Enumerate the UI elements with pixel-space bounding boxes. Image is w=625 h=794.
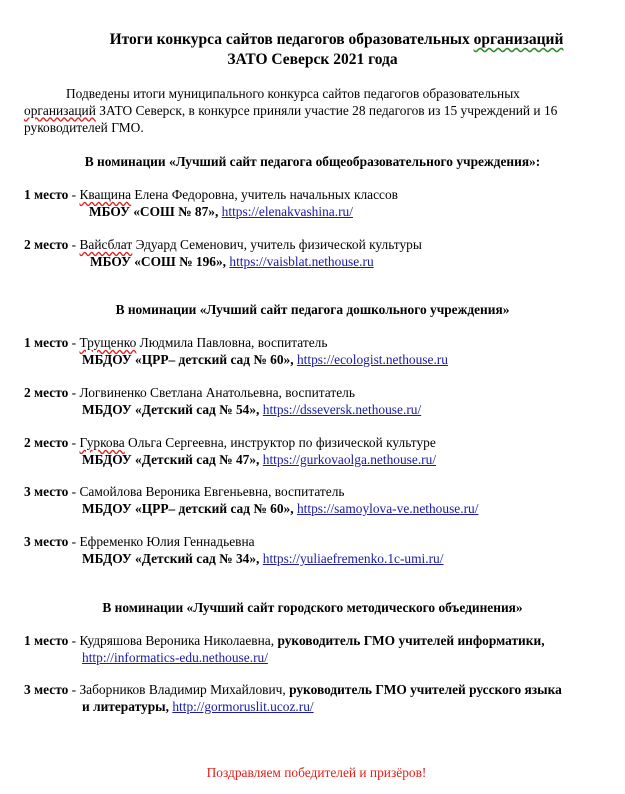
site-link[interactable]: https://elenakvashina.ru/: [221, 204, 353, 219]
congratulations-text: Поздравляем победителей и призёров!: [206, 765, 427, 780]
winner-name: Самойлова Вероника Евгеньевна, воспитатель: [79, 484, 345, 499]
winner-name: Вайсблат Эдуард Семенович, учитель физической культуры: [79, 237, 422, 252]
winner-name: Трущенко Людмила Павловна, воспитатель: [79, 335, 328, 350]
entry-preschool-3: 2 место - Гуркова Ольга Сергеевна, инструктор по физической культуре МБДОУ «Детский сад № 47», https://gurkovaolga.nethouse.ru/: [24, 435, 437, 467]
spellcheck-underline: Трущенко: [79, 335, 137, 350]
place-label: 1 место: [24, 187, 69, 202]
spellcheck-underline: организаций: [24, 102, 96, 118]
place-label: 1 место: [24, 335, 69, 350]
winner-role: руководитель ГМО учителей информатики,: [277, 633, 545, 648]
organization: МБДОУ «ЦРР– детский сад № 60»,: [82, 501, 294, 516]
organization: МБДОУ «Детский сад № 47»,: [82, 452, 260, 467]
place-label: 3 место: [24, 534, 69, 549]
nomination-title-gmo: В номинации «Лучший сайт городского методического объединения»: [102, 600, 523, 615]
site-link[interactable]: https://dsseversk.nethouse.ru/: [262, 402, 422, 417]
winner-role-cont: и литературы,: [82, 699, 169, 714]
entry-preschool-4: 3 место - Самойлова Вероника Евгеньевна, воспитатель МБДОУ «ЦРР– детский сад № 60», https://samoylova-ve.nethouse.ru/: [24, 484, 479, 516]
entry-preschool-2: 2 место - Логвиненко Светлана Анатольевна, воспитатель МБДОУ «Детский сад № 54», https://dsseversk.nethouse.ru/: [24, 385, 422, 417]
intro-line1: Подведены итоги муниципального конкурса сайтов педагогов образовательных: [66, 86, 520, 101]
spellcheck-underline: Кващина: [79, 187, 132, 202]
place-label: 1 место: [24, 633, 69, 648]
site-link[interactable]: https://yuliaefremenko.1c-umi.ru/: [262, 551, 444, 566]
intro-line3: руководителей ГМО.: [24, 119, 144, 135]
place-label: 3 место: [24, 682, 69, 697]
winner-role: руководитель ГМО учителей русского языка: [289, 682, 562, 697]
winner-name: Кудряшова Вероника Николаевна,: [79, 633, 275, 648]
intro-line2: организаций ЗАТО Северск, в конкурсе приняли участие 28 педагогов из 15 учреждений и 16: [24, 102, 558, 118]
entry-preschool-1: 1 место - Трущенко Людмила Павловна, воспитатель МБДОУ «ЦРР– детский сад № 60», https://ecologist.nethouse.ru: [24, 335, 448, 367]
document-title-line2: ЗАТО Северск 2021 года: [227, 51, 398, 68]
site-link[interactable]: https://gurkovaolga.nethouse.ru/: [262, 452, 437, 467]
site-link[interactable]: http://informatics-edu.nethouse.ru/: [82, 650, 268, 665]
nomination-title-preschool: В номинации «Лучший сайт педагога дошкольного учреждения»: [115, 302, 510, 317]
organization: МБОУ «СОШ № 196»,: [90, 254, 227, 269]
entry-preschool-5: 3 место - Ефременко Юлия Геннадьевна МБДОУ «Детский сад № 34», https://yuliaefremenko.1c-umi.ru/: [24, 534, 444, 566]
spellcheck-underline: Гуркова: [79, 435, 125, 450]
title-part-a: Итоги конкурса сайтов педагогов образовательных организаций: [109, 31, 564, 48]
winner-name: Заборников Владимир Михайлович,: [79, 682, 286, 697]
entry-gmo-1: 1 место - Кудряшова Вероника Николаевна, руководитель ГМО учителей информатики, http://informatics-edu.nethouse.ru/: [24, 633, 545, 665]
place-label: 2 место: [24, 237, 69, 252]
place-label: 3 место: [24, 484, 69, 499]
organization: МБДОУ «Детский сад № 34»,: [82, 551, 260, 566]
document-title-line1: [0, 30, 625, 49]
winner-name: Кващина Елена Федоровна, учитель начальных классов: [79, 187, 398, 202]
site-link[interactable]: http://gormoruslit.ucoz.ru/: [172, 699, 314, 714]
site-link[interactable]: https://vaisblat.nethouse.ru: [229, 254, 374, 269]
site-link[interactable]: https://ecologist.nethouse.ru: [296, 352, 448, 367]
entry-gmo-2: 3 место - Заборников Владимир Михайлович, руководитель ГМО учителей русского языка и литературы, http://gormoruslit.ucoz.ru/: [24, 682, 562, 714]
intro-paragraph: [24, 86, 609, 136]
winner-name: Гуркова Ольга Сергеевна, инструктор по физической культуре: [79, 435, 436, 450]
entry-school-1: 1 место - Кващина Елена Федоровна, учитель начальных классов МБОУ «СОШ № 87», https://elenakvashina.ru/: [24, 187, 398, 219]
spellcheck-underline: Вайсблат: [79, 237, 133, 252]
entry-school-2: 2 место - Вайсблат Эдуард Семенович, учитель физической культуры МБОУ «СОШ № 196», https://vaisblat.nethouse.ru: [24, 237, 422, 269]
place-label: 2 место: [24, 385, 69, 400]
nomination-title-school: В номинации «Лучший сайт педагога общеобразовательного учреждения»:: [84, 154, 541, 169]
organization: МБДОУ «Детский сад № 54»,: [82, 402, 260, 417]
site-link[interactable]: https://samoylova-ve.nethouse.ru/: [296, 501, 479, 516]
place-label: 2 место: [24, 435, 69, 450]
winner-name: Логвиненко Светлана Анатольевна, воспитатель: [79, 385, 355, 400]
winner-name: Ефременко Юлия Геннадьевна: [79, 534, 255, 549]
organization: МБОУ «СОШ № 87»,: [89, 204, 219, 219]
organization: МБДОУ «ЦРР– детский сад № 60»,: [82, 352, 294, 367]
spellcheck-underline: организаций: [473, 31, 564, 48]
